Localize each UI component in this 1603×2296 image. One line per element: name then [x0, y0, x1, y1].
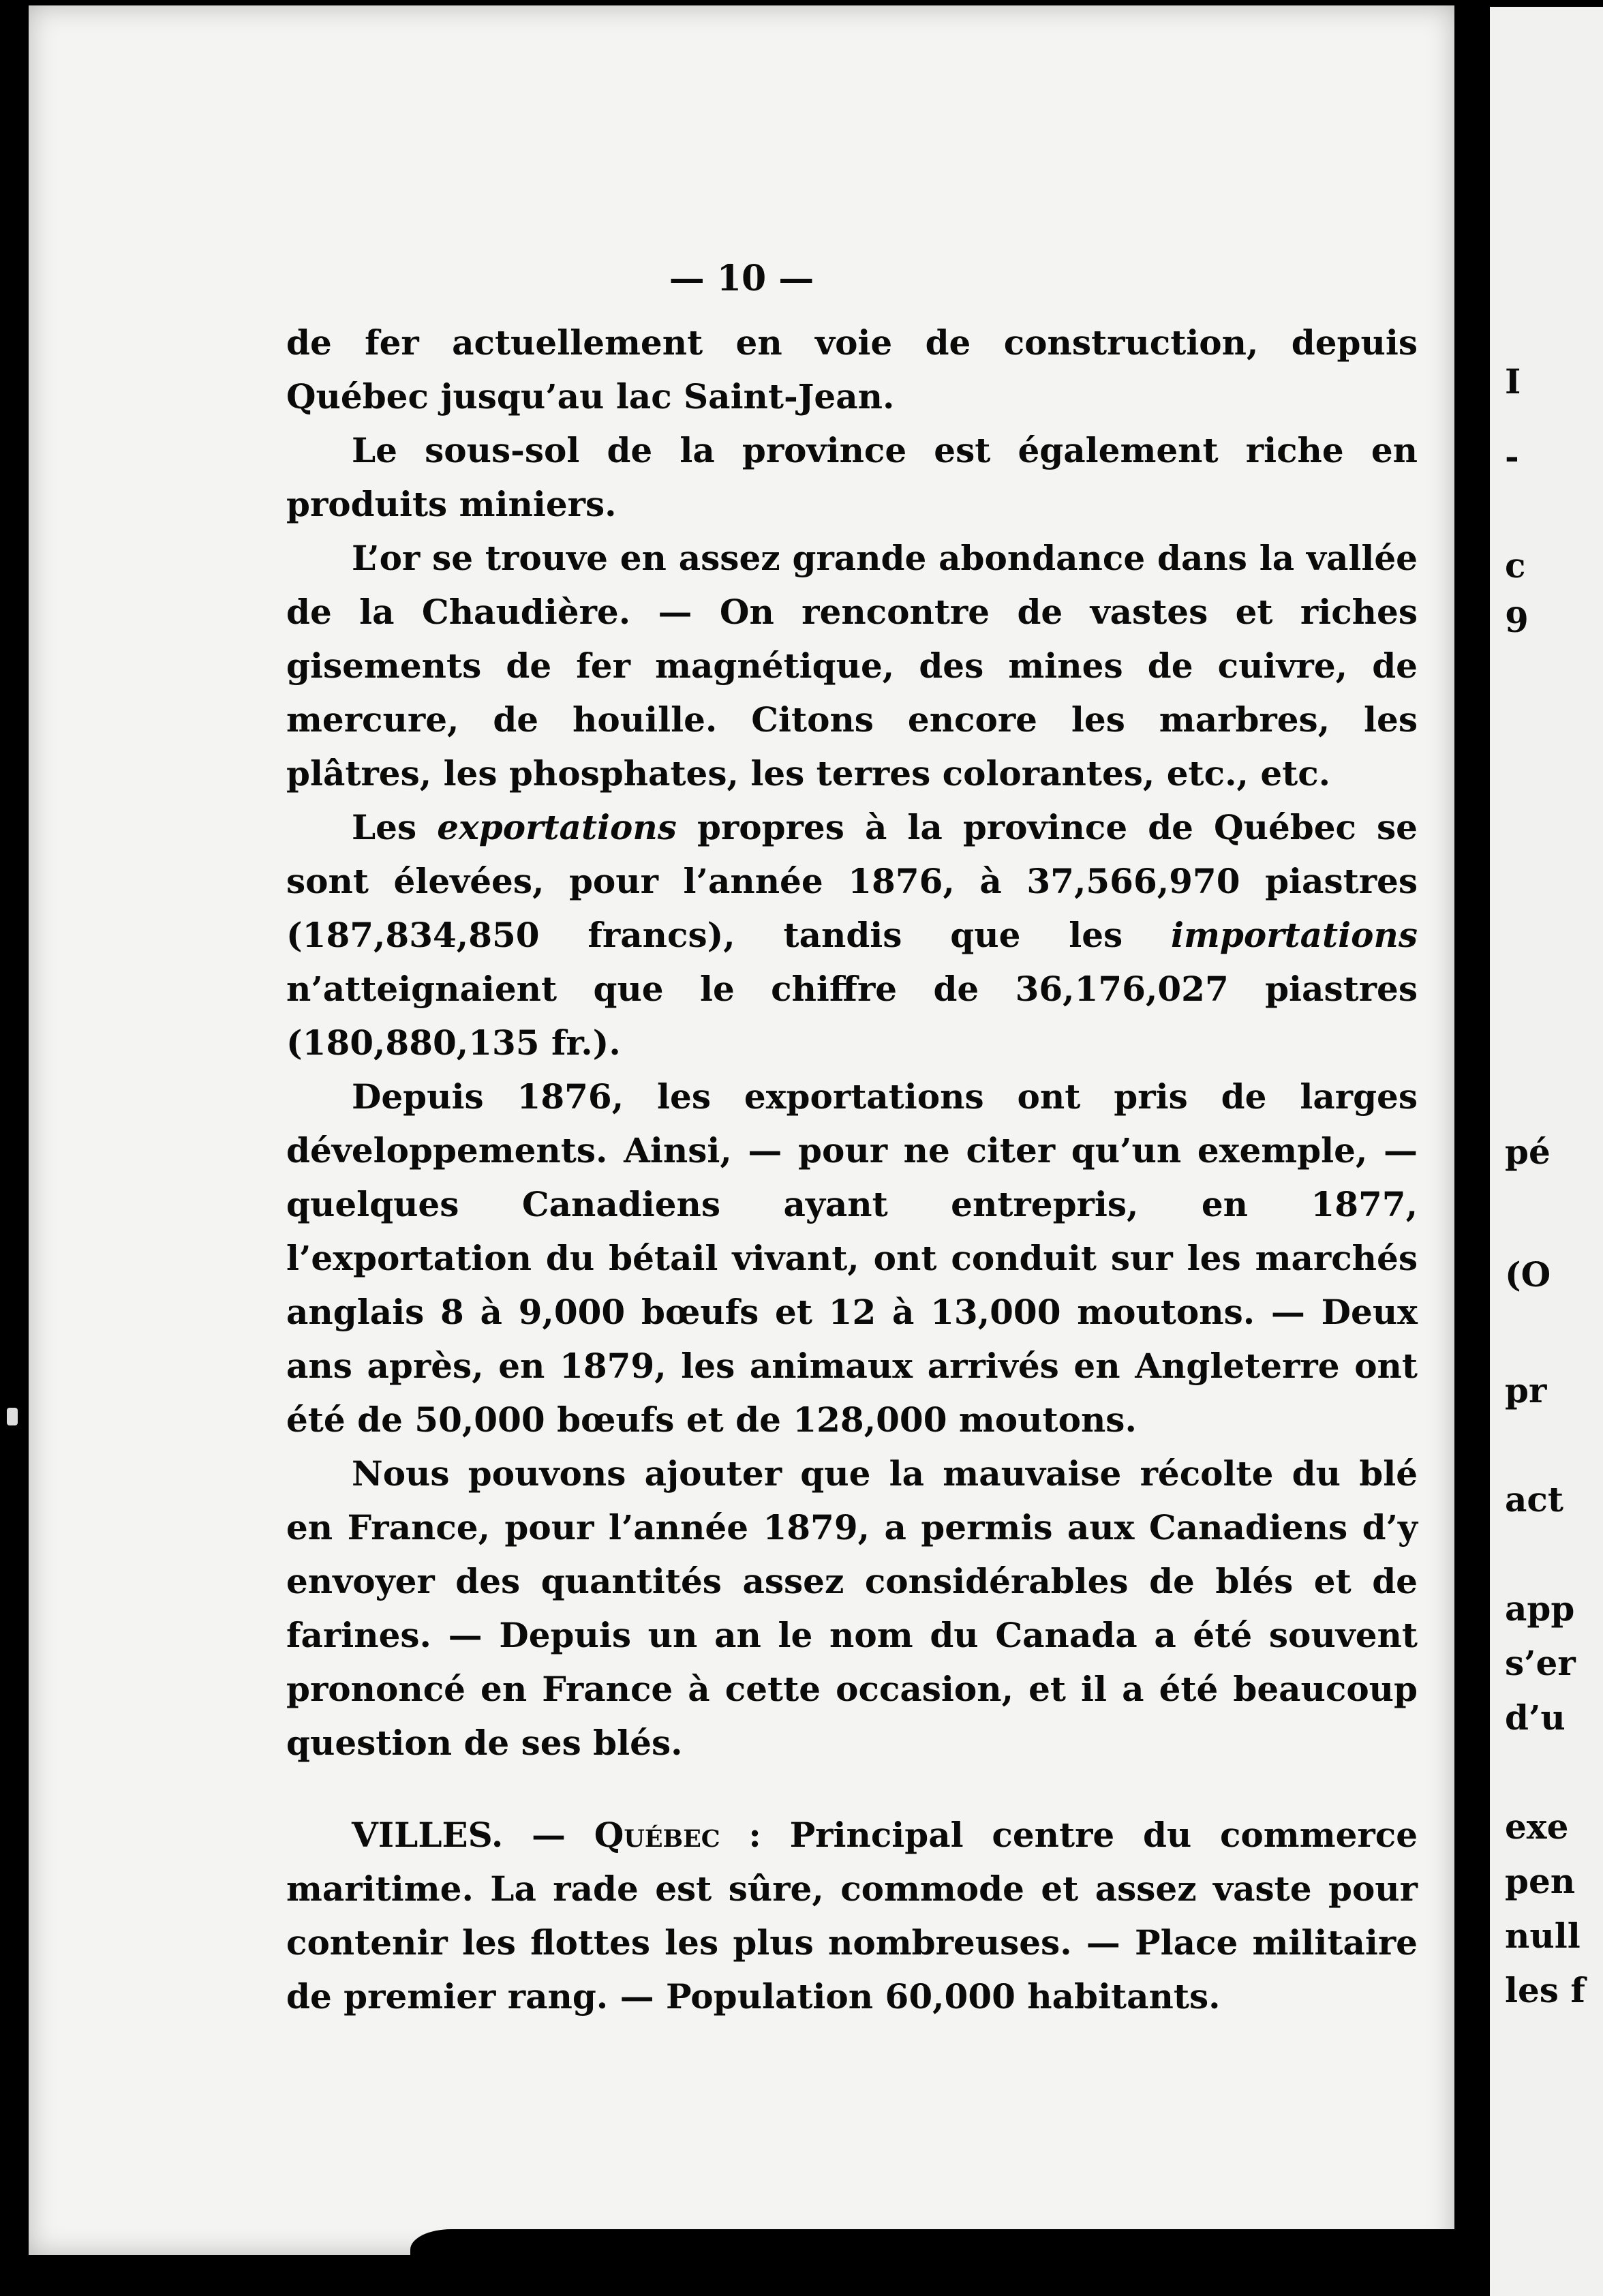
page-bottom-edge — [410, 2229, 1483, 2270]
adjacent-fragment: 9 — [1505, 600, 1529, 640]
paragraph-gold: L’or se trouve en assez grande abondance dans la vallée de la Chaudière. — On rencontre de vastes et riches gisements de fer magnétique, des mines de cuivre, de mercure, de houille. Citons encore les marbres, les plâtres, les phosphates, les terres colorantes, etc., etc. — [286, 538, 1418, 794]
adjacent-fragment: d’u — [1505, 1697, 1566, 1738]
adjacent-fragment: pé — [1505, 1132, 1551, 1172]
adjacent-fragment: les f — [1505, 1970, 1585, 2010]
page-number: — 10 — — [669, 258, 814, 299]
exports-italic: exportations — [437, 807, 677, 847]
adjacent-fragment: - — [1505, 436, 1519, 477]
quebec-label: Québec — [594, 1815, 720, 1855]
exports-text-b: propres à la province de Québec se sont élevées, pour l’année 1876, à 37,566,970 piastres (187,834,850 francs), tandis que les — [286, 807, 1418, 955]
adjacent-fragment: app — [1505, 1588, 1575, 1629]
page-body — [286, 316, 1418, 2023]
exports-text-c: n’atteignaient que le chiffre de 36,176,027 piastres (180,880,135 fr.). — [286, 969, 1418, 1063]
adjacent-fragment: act — [1505, 1479, 1563, 1520]
villes-label: VILLES. — — [352, 1815, 594, 1855]
adjacent-fragment: pr — [1505, 1370, 1547, 1410]
paragraph-villes — [286, 1808, 1418, 2023]
adjacent-fragment: I — [1505, 361, 1521, 402]
adjacent-fragment: (O — [1505, 1254, 1551, 1295]
exports-text-a: Les — [352, 807, 438, 847]
margin-mark — [7, 1408, 18, 1425]
adjacent-fragment: c — [1505, 545, 1526, 586]
imports-italic: importations — [1171, 915, 1418, 955]
adjacent-fragment: null — [1505, 1916, 1581, 1956]
adjacent-fragment: pen — [1505, 1861, 1576, 1901]
page-10 — [29, 5, 1454, 2255]
adjacent-fragment: s’er — [1505, 1643, 1576, 1683]
paragraph-cattle: Depuis 1876, les exportations ont pris de larges développements. Ainsi, — pour ne citer qu’un exemple, — quelques Canadiens ayant entrepris, en 1877, l’exportation du bétail vivant, ont conduit sur les marchés anglais 8 à 9,000 bœufs et 12 à 13,000 moutons. — Deux ans après, en 1879, les animaux arrivés en Angleterre ont été de 50,000 bœufs et de 128,000 moutons. — [286, 1076, 1418, 1440]
paragraph-exports — [286, 800, 1418, 1070]
adjacent-fragment: exe — [1505, 1807, 1569, 1847]
paragraph-railway: de fer actuellement en voie de construction, depuis Québec jusqu’au lac Saint-Jean. — [286, 322, 1418, 417]
paragraph-subsoil: Le sous-sol de la province est également riche en produits miniers. — [286, 430, 1418, 524]
villes-text: : Principal centre du commerce maritime. La rade est sûre, commode et assez vaste pour contenir les flottes les plus nombreuses. — Place militaire de premier rang. — Population 60,000 habitants. — [286, 1815, 1418, 2016]
paragraph-wheat: Nous pouvons ajouter que la mauvaise récolte du blé en France, pour l’année 1879, a permis aux Canadiens d’y envoyer des quantités assez considérables de blés et de farines. — Depuis un an le nom du Canada a été souvent prononcé en France à cette occasion, et il a été beaucoup question de ses blés. — [286, 1453, 1418, 1763]
